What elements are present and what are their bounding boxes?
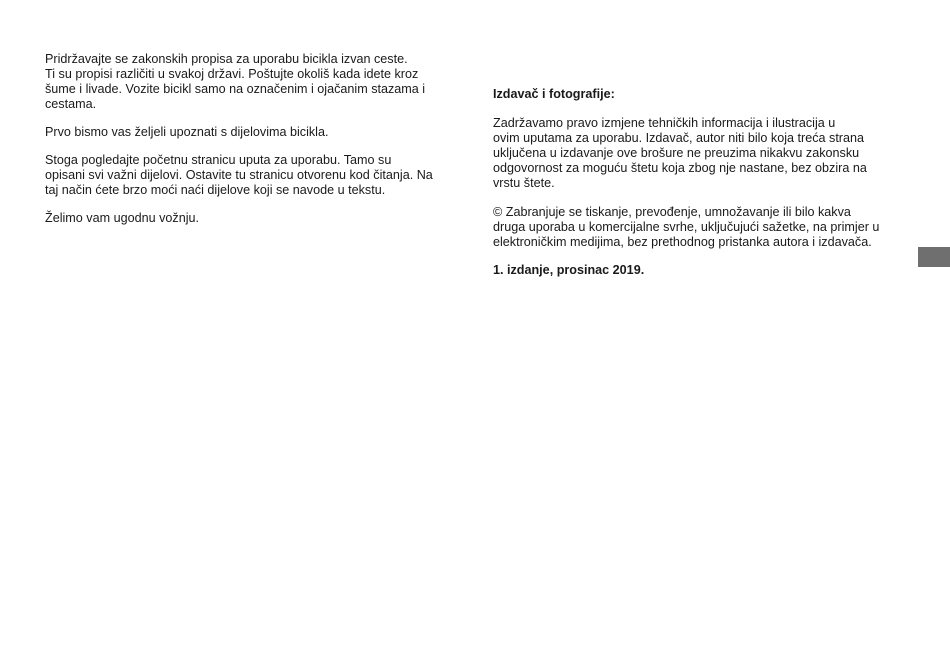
offroad-rules-paragraph: Pridržavajte se zakonskih propisa za uporabu bicikla izvan ceste. Ti su propisi različiti u svakoj državi. Poštujte okoliš kada idete kroz šume i livade. Vozite bicikl samo na označenim i ojačanim stazama i cestama. bbox=[45, 52, 426, 111]
left-column bbox=[45, 52, 465, 239]
language-tab-marker bbox=[918, 247, 950, 267]
greeting-paragraph: Želimo vam ugodnu vožnju. bbox=[45, 211, 200, 225]
publisher-heading: Izdavač i fotografije: bbox=[493, 87, 615, 101]
right-column bbox=[493, 87, 908, 278]
copyright-paragraph: © Zabranjuje se tiskanje, prevođenje, umnožavanje ili bilo kakva druga uporaba u komercijalne svrhe, uključujući sažetke, na primjer u elektroničkim medijima, bez prethodnog pristanka autora i izdavača. bbox=[493, 205, 880, 249]
start-page-paragraph: Stoga pogledajte početnu stranicu uputa za uporabu. Tamo su opisani svi važni dijelovi. Ostavite tu stranicu otvorenu kod čitanja. Na taj način ćete brzo moći naći dijelove koji se navode u tekstu. bbox=[45, 153, 433, 197]
intro-parts-paragraph: Prvo bismo vas željeli upoznati s dijelovima bicikla. bbox=[45, 125, 329, 139]
edition-line: 1. izdanje, prosinac 2019. bbox=[493, 263, 645, 277]
disclaimer-paragraph: Zadržavamo pravo izmjene tehničkih informacija i ilustracija u ovim uputama za uporabu. Izdavač, autor niti bilo koja treća strana uključena u izdavanje ove brošure ne preuzima nikakvu zakonsku odgovornost za moguću štetu koja zbog nje nastane, bez obzira na vrstu štete. bbox=[493, 116, 867, 190]
